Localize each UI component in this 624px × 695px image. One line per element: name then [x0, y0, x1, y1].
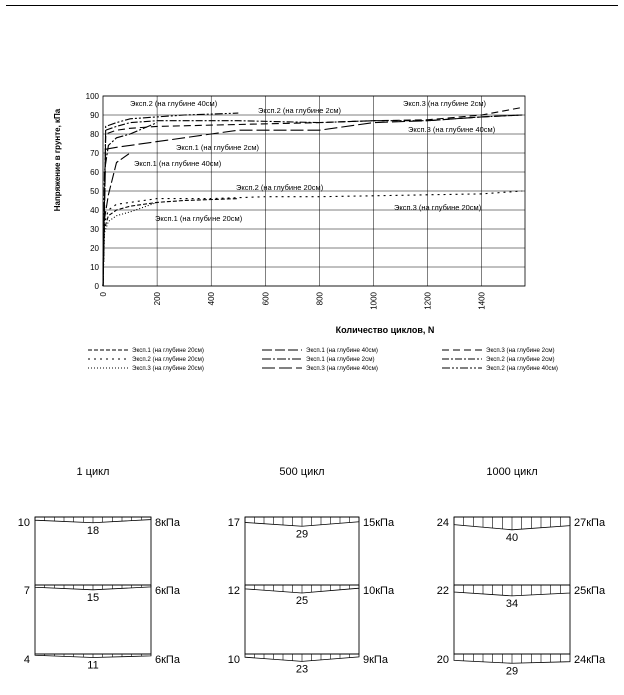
left-stress-value: 20	[436, 654, 449, 666]
right-stress-value: 15кПа	[363, 517, 395, 529]
center-stress-value: 40	[505, 531, 519, 544]
y-tick-label: 80	[90, 130, 99, 139]
y-tick-label: 10	[90, 263, 99, 272]
left-stress-value: 10	[17, 517, 30, 529]
x-tick-label: 400	[207, 292, 217, 306]
center-stress-value: 18	[86, 524, 100, 537]
left-stress-value: 22	[436, 585, 449, 597]
left-stress-value: 7	[23, 585, 30, 597]
y-tick-label: 100	[85, 92, 99, 101]
y-axis-label: Напряжение в грунте, кПа	[53, 108, 62, 212]
annotation-exp2-40cm: Эксп.2 (на глубине 40см)	[130, 99, 218, 108]
y-tick-label: 70	[90, 149, 99, 158]
right-stress-value: 8кПа	[155, 517, 180, 529]
x-tick-label: 1400	[477, 292, 487, 310]
center-stress-value: 25	[295, 595, 309, 607]
center-stress-value: 15	[86, 591, 100, 604]
y-tick-label: 40	[90, 206, 99, 215]
right-stress-value: 6кПа	[155, 585, 180, 597]
diagram-title: 500 цикл	[279, 466, 325, 478]
legend-label: Эксп.1 (на глубине 20см)	[132, 347, 204, 354]
left-stress-value: 10	[227, 654, 240, 666]
right-stress-value: 25кПа	[574, 585, 606, 597]
legend-label: Эксп.3 (на глубине 2см)	[486, 347, 555, 354]
left-stress-value: 24	[436, 517, 449, 529]
right-stress-value: 10кПа	[363, 585, 395, 597]
x-tick-label: 200	[153, 292, 163, 306]
center-stress-value: 23	[295, 663, 309, 676]
left-stress-value: 4	[23, 654, 30, 666]
legend-label: Эксп.1 (на глубине 40см)	[306, 347, 378, 354]
y-tick-label: 60	[90, 168, 99, 177]
legend	[88, 347, 558, 372]
annotation-exp3-2cm: Эксп.3 (на глубине 2см)	[403, 99, 487, 108]
annotation-exp2-20cm: Эксп.2 (на глубине 20см)	[236, 183, 324, 192]
diagram-1	[228, 466, 395, 675]
legend-label: Эксп.3 (на глубине 40см)	[306, 365, 378, 372]
x-tick-label: 1200	[423, 292, 433, 310]
y-tick-label: 90	[90, 111, 99, 120]
y-tick-label: 50	[90, 187, 99, 196]
diagram-2	[437, 466, 606, 677]
legend-label: Эксп.2 (на глубине 20см)	[132, 356, 204, 363]
center-stress-value: 34	[505, 597, 519, 610]
annotation-exp1-20cm: Эксп.1 (на глубине 20см)	[155, 214, 243, 223]
annotation-exp3-20cm: Эксп.3 (на глубине 20см)	[394, 203, 482, 212]
stress-diagrams	[18, 466, 606, 677]
diagram-title: 1 цикл	[76, 466, 110, 478]
annotation-exp1-2cm: Эксп.1 (на глубине 2см)	[176, 143, 260, 152]
diagram-title: 1000 цикл	[486, 466, 538, 478]
x-axis-label: Количество циклов, N	[335, 325, 435, 335]
right-stress-value: 6кПа	[155, 654, 180, 666]
y-tick-label: 20	[90, 244, 99, 253]
diagram-0	[18, 466, 181, 672]
right-stress-value: 9кПа	[363, 654, 388, 666]
annotation-exp3-40cm: Эксп.3 (на глубине 40см)	[408, 125, 496, 134]
left-stress-value: 12	[227, 585, 240, 597]
legend-label: Эксп.3 (на глубине 20см)	[132, 365, 204, 372]
x-tick-label: 800	[315, 292, 325, 306]
x-tick-label: 0	[99, 292, 108, 297]
legend-label: Эксп.2 (на глубине 2см)	[486, 356, 555, 363]
stress-chart	[53, 92, 558, 372]
annotation-exp1-40cm: Эксп.1 (на глубине 40см)	[134, 159, 222, 168]
legend-label: Эксп.2 (на глубине 40см)	[486, 365, 558, 372]
y-tick-label: 0	[94, 282, 99, 291]
left-stress-value: 17	[227, 517, 240, 529]
y-tick-label: 30	[90, 225, 99, 234]
right-stress-value: 27кПа	[574, 517, 606, 529]
right-stress-value: 24кПа	[574, 654, 606, 666]
x-tick-label: 600	[261, 292, 271, 306]
legend-label: Эксп.1 (на глубине 2см)	[306, 356, 375, 363]
center-stress-value: 29	[295, 528, 309, 541]
annotation-exp2-2cm: Эксп.2 (на глубине 2см)	[258, 106, 342, 115]
center-stress-value: 11	[87, 659, 99, 672]
x-tick-label: 1000	[369, 292, 379, 310]
center-stress-value: 29	[505, 665, 519, 678]
